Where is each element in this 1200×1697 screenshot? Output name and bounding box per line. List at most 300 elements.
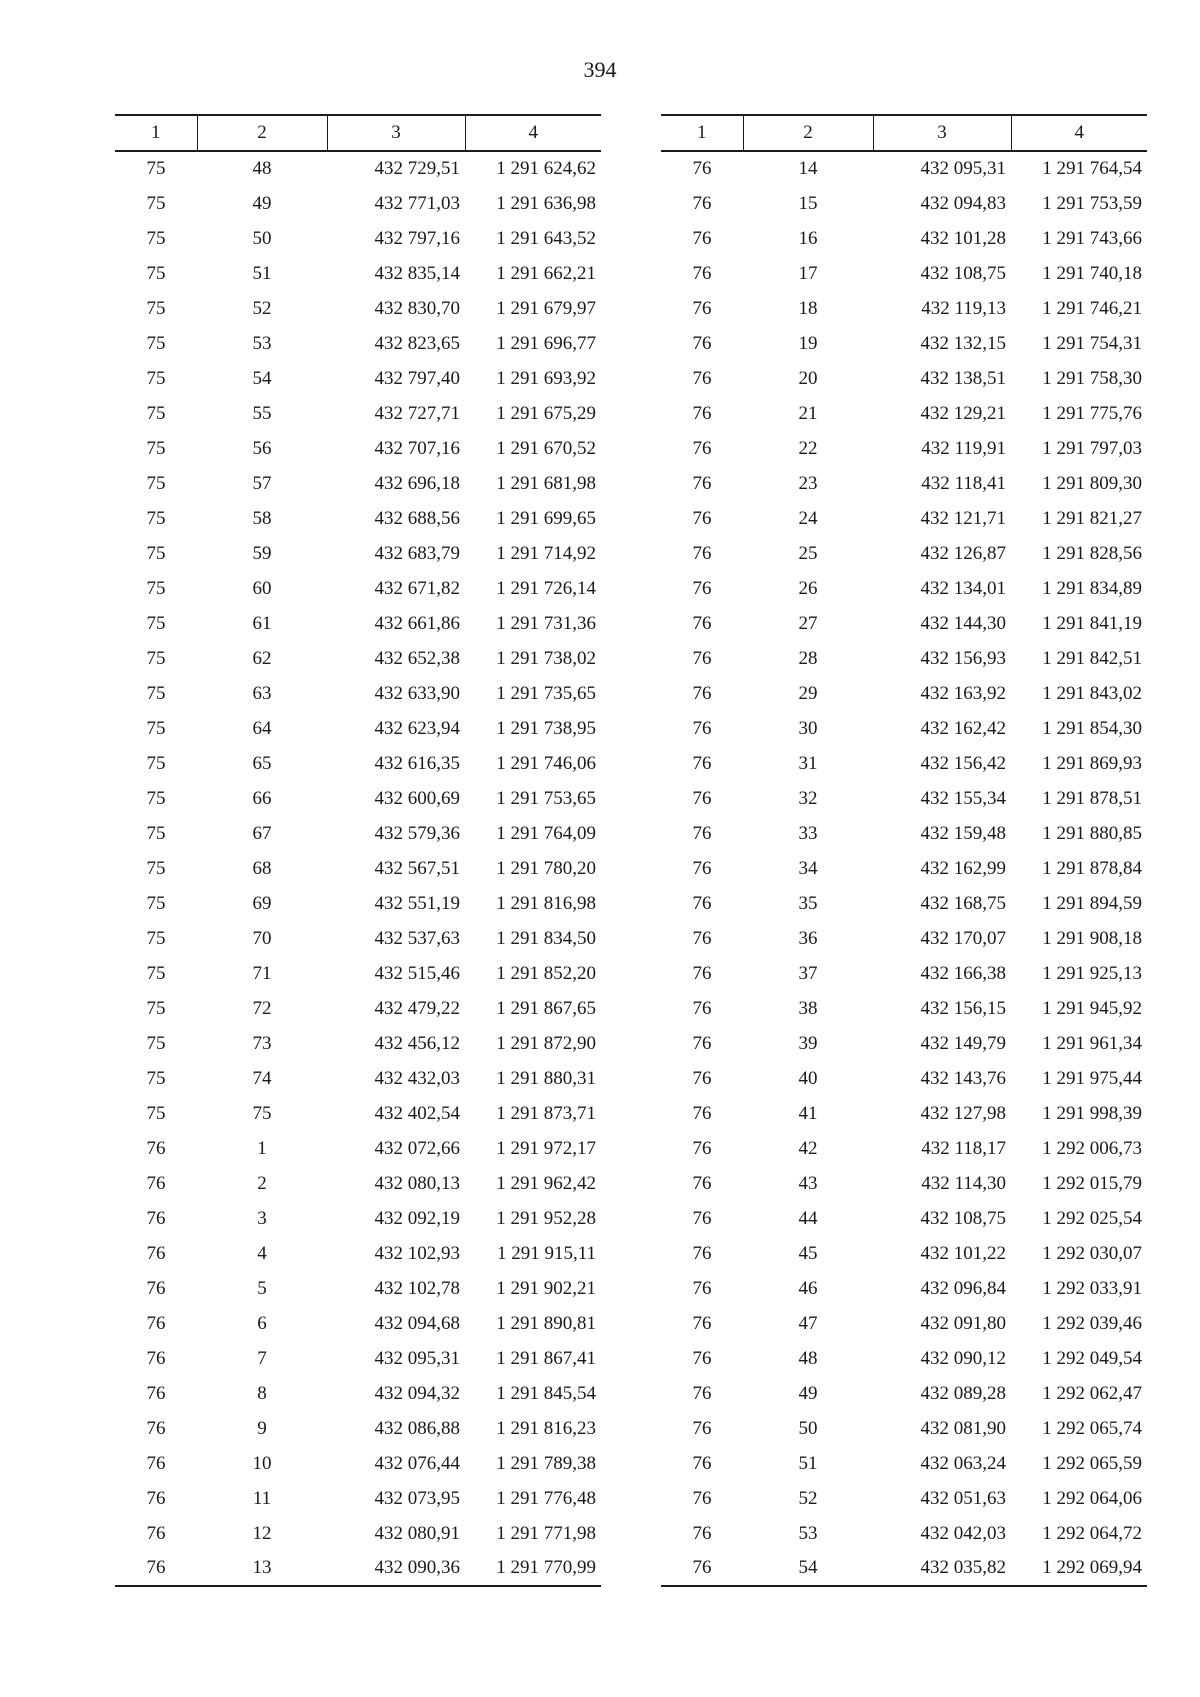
y-coordinate-cell: 1 291 962,42 — [496, 1172, 596, 1194]
header-col-1: 1 — [151, 122, 161, 143]
y-coordinate-cell: 1 292 064,72 — [1042, 1522, 1142, 1544]
point-number-cell: 53 — [798, 1522, 818, 1544]
object-number-cell: 76 — [692, 647, 712, 669]
x-coordinate-cell: 432 830,70 — [374, 297, 460, 319]
object-number-cell: 76 — [692, 472, 712, 494]
table-row — [115, 501, 601, 536]
y-coordinate-cell: 1 291 679,97 — [496, 297, 596, 319]
y-coordinate-cell: 1 292 006,73 — [1042, 1137, 1142, 1159]
y-coordinate-cell: 1 291 908,18 — [1042, 927, 1142, 949]
x-coordinate-cell: 432 652,38 — [374, 647, 460, 669]
y-coordinate-cell: 1 291 670,52 — [496, 437, 596, 459]
x-coordinate-cell: 432 149,79 — [920, 1032, 1006, 1054]
x-coordinate-cell: 432 095,31 — [374, 1347, 460, 1369]
object-number-cell: 75 — [146, 297, 166, 319]
y-coordinate-cell: 1 291 845,54 — [496, 1382, 596, 1404]
y-coordinate-cell: 1 291 894,59 — [1042, 892, 1142, 914]
table-row — [661, 886, 1147, 921]
page-number: 394 — [583, 57, 617, 82]
point-number-cell: 66 — [252, 787, 272, 809]
y-coordinate-cell: 1 291 945,92 — [1042, 997, 1142, 1019]
table-row — [661, 1481, 1147, 1516]
point-number-cell: 38 — [798, 997, 818, 1019]
table-row — [661, 1306, 1147, 1341]
table-row — [115, 746, 601, 781]
table-row — [661, 396, 1147, 431]
point-number-cell: 51 — [798, 1452, 818, 1474]
y-coordinate-cell: 1 291 764,54 — [1042, 158, 1142, 179]
object-number-cell: 76 — [146, 1277, 166, 1299]
object-number-cell: 76 — [146, 1312, 166, 1334]
table-row — [115, 1376, 601, 1411]
x-coordinate-cell: 432 108,75 — [920, 262, 1006, 284]
x-coordinate-cell: 432 162,42 — [920, 717, 1006, 739]
y-coordinate-cell: 1 291 816,98 — [496, 892, 596, 914]
point-number-cell: 24 — [798, 507, 818, 529]
header-col-3: 3 — [873, 115, 1011, 151]
object-number-cell: 76 — [692, 822, 712, 844]
point-number-cell: 10 — [252, 1452, 272, 1474]
point-number-cell: 75 — [252, 1102, 272, 1124]
table-row — [661, 1341, 1147, 1376]
table-row — [661, 1236, 1147, 1271]
point-number-cell: 47 — [798, 1312, 818, 1334]
x-coordinate-cell: 432 162,99 — [920, 857, 1006, 879]
x-coordinate-cell: 432 102,78 — [374, 1277, 460, 1299]
object-number-cell: 76 — [692, 227, 712, 249]
object-number-cell: 76 — [692, 542, 712, 564]
object-number-cell: 76 — [692, 192, 712, 214]
y-coordinate-cell: 1 291 842,51 — [1042, 647, 1142, 669]
object-number-cell: 75 — [146, 997, 166, 1019]
x-coordinate-cell: 432 797,16 — [374, 227, 460, 249]
table-row — [661, 1271, 1147, 1306]
x-coordinate-cell: 432 094,32 — [374, 1382, 460, 1404]
table-row — [661, 1131, 1147, 1166]
y-coordinate-cell: 1 291 925,13 — [1042, 962, 1142, 984]
point-number-cell: 12 — [252, 1522, 272, 1544]
table-row — [661, 641, 1147, 676]
table-row — [115, 1341, 601, 1376]
table-row — [115, 1411, 601, 1446]
object-number-cell: 76 — [146, 1172, 166, 1194]
object-number-cell: 76 — [692, 332, 712, 354]
table-row — [115, 711, 601, 746]
point-number-cell: 32 — [798, 787, 818, 809]
y-coordinate-cell: 1 291 878,84 — [1042, 857, 1142, 879]
table-row — [115, 291, 601, 326]
x-coordinate-cell: 432 835,14 — [374, 262, 460, 284]
object-number-cell: 76 — [692, 158, 712, 179]
y-coordinate-cell: 1 291 764,09 — [496, 822, 596, 844]
table-header-row — [115, 115, 601, 151]
x-coordinate-cell: 432 771,03 — [374, 192, 460, 214]
object-number-cell: 76 — [692, 437, 712, 459]
point-number-cell: 63 — [252, 682, 272, 704]
x-coordinate-cell: 432 707,16 — [374, 437, 460, 459]
point-number-cell: 39 — [798, 1032, 818, 1054]
x-coordinate-cell: 432 118,41 — [921, 472, 1006, 494]
y-coordinate-cell: 1 291 843,02 — [1042, 682, 1142, 704]
y-coordinate-cell: 1 291 636,98 — [496, 192, 596, 214]
x-coordinate-cell: 432 166,38 — [920, 962, 1006, 984]
point-number-cell: 28 — [798, 647, 818, 669]
point-number-cell: 11 — [252, 1487, 272, 1509]
x-coordinate-cell: 432 623,94 — [374, 717, 460, 739]
x-coordinate-cell: 432 579,36 — [374, 822, 460, 844]
y-coordinate-cell: 1 291 834,89 — [1042, 577, 1142, 599]
x-coordinate-cell: 432 094,68 — [374, 1312, 460, 1334]
table-row — [661, 1446, 1147, 1481]
x-coordinate-cell: 432 671,82 — [374, 577, 460, 599]
table-row — [115, 606, 601, 641]
object-number-cell: 76 — [692, 507, 712, 529]
point-number-cell: 54 — [743, 1551, 873, 1586]
object-number-cell: 76 — [692, 892, 712, 914]
object-number-cell: 76 — [146, 1522, 166, 1544]
table-row — [661, 1551, 1147, 1586]
table-row — [661, 186, 1147, 221]
x-coordinate-cell: 432 159,48 — [920, 822, 1006, 844]
point-number-cell: 49 — [798, 1382, 818, 1404]
table-header-row — [661, 115, 1147, 151]
point-number-cell: 59 — [252, 542, 272, 564]
object-number-cell: 75 — [146, 262, 166, 284]
point-number-cell: 4 — [257, 1242, 267, 1264]
y-coordinate-cell: 1 291 738,02 — [496, 647, 596, 669]
object-number-cell: 76 — [692, 262, 712, 284]
header-col-2: 2 — [197, 115, 327, 151]
object-number-cell: 76 — [692, 612, 712, 634]
y-coordinate-cell: 1 291 797,03 — [1042, 437, 1142, 459]
table-body-left — [115, 151, 601, 1586]
table-row — [661, 431, 1147, 466]
x-coordinate-cell: 432 076,44 — [374, 1452, 460, 1474]
object-number-cell: 75 — [146, 927, 166, 949]
x-coordinate-cell: 432 108,75 — [920, 1207, 1006, 1229]
y-coordinate-cell: 1 291 828,56 — [1042, 542, 1142, 564]
y-coordinate-cell: 1 292 049,54 — [1042, 1347, 1142, 1369]
point-number-cell: 6 — [257, 1312, 267, 1334]
y-coordinate-cell: 1 291 902,21 — [496, 1277, 596, 1299]
object-number-cell: 75 — [146, 332, 166, 354]
object-number-cell: 76 — [692, 297, 712, 319]
y-coordinate-cell: 1 291 681,98 — [496, 472, 596, 494]
y-coordinate-cell: 1 291 867,41 — [496, 1347, 596, 1369]
point-number-cell: 16 — [798, 227, 818, 249]
point-number-cell: 5 — [257, 1277, 267, 1299]
table-row — [115, 1026, 601, 1061]
object-number-cell: 76 — [692, 717, 712, 739]
table-row — [661, 956, 1147, 991]
y-coordinate-cell: 1 291 743,66 — [1042, 227, 1142, 249]
y-coordinate-cell: 1 291 789,38 — [496, 1452, 596, 1474]
object-number-cell: 76 — [146, 1452, 166, 1474]
object-number-cell: 76 — [692, 1487, 712, 1509]
y-coordinate-cell: 1 292 069,94 — [1011, 1551, 1147, 1586]
point-number-cell: 53 — [252, 332, 272, 354]
table-row — [661, 676, 1147, 711]
y-coordinate-cell: 1 291 878,51 — [1042, 787, 1142, 809]
y-coordinate-cell: 1 291 714,92 — [496, 542, 596, 564]
point-number-cell: 8 — [257, 1382, 267, 1404]
object-number-cell: 75 — [146, 227, 166, 249]
object-number-cell: 76 — [146, 1207, 166, 1229]
point-number-cell: 51 — [252, 262, 272, 284]
x-coordinate-cell: 432 073,95 — [374, 1487, 460, 1509]
object-number-cell: 76 — [692, 1172, 712, 1194]
x-coordinate-cell: 432 600,69 — [374, 787, 460, 809]
header-col-4: 4 — [465, 115, 601, 151]
x-coordinate-cell: 432 479,22 — [374, 997, 460, 1019]
point-number-cell: 3 — [257, 1207, 267, 1229]
table-row — [115, 1306, 601, 1341]
table-row — [661, 501, 1147, 536]
object-number-cell: 76 — [692, 1067, 712, 1089]
y-coordinate-cell: 1 291 731,36 — [496, 612, 596, 634]
y-coordinate-cell: 1 291 776,48 — [496, 1487, 596, 1509]
table-row — [661, 361, 1147, 396]
table-row — [115, 1131, 601, 1166]
x-coordinate-cell: 432 101,22 — [920, 1242, 1006, 1264]
object-number-cell: 76 — [692, 752, 712, 774]
x-coordinate-cell: 432 072,66 — [374, 1137, 460, 1159]
x-coordinate-cell: 432 696,18 — [374, 472, 460, 494]
x-coordinate-cell: 432 090,12 — [920, 1347, 1006, 1369]
object-number-cell: 76 — [692, 927, 712, 949]
y-coordinate-cell: 1 291 867,65 — [496, 997, 596, 1019]
x-coordinate-cell: 432 155,34 — [920, 787, 1006, 809]
x-coordinate-cell: 432 094,83 — [920, 192, 1006, 214]
point-number-cell: 52 — [798, 1487, 818, 1509]
table-row — [115, 1446, 601, 1481]
y-coordinate-cell: 1 291 816,23 — [496, 1417, 596, 1439]
x-coordinate-cell: 432 095,31 — [920, 158, 1006, 179]
point-number-cell: 40 — [798, 1067, 818, 1089]
x-coordinate-cell: 432 616,35 — [374, 752, 460, 774]
x-coordinate-cell: 432 729,51 — [374, 158, 460, 179]
object-number-cell: 75 — [146, 402, 166, 424]
table-row — [115, 1516, 601, 1551]
table-row — [661, 746, 1147, 781]
point-number-cell: 61 — [252, 612, 272, 634]
table-row — [661, 781, 1147, 816]
table-row — [661, 256, 1147, 291]
x-coordinate-cell: 432 114,30 — [921, 1172, 1006, 1194]
table-row — [661, 466, 1147, 501]
table-row — [115, 1096, 601, 1131]
table-row — [661, 1411, 1147, 1446]
table-row — [661, 1166, 1147, 1201]
table-row — [661, 326, 1147, 361]
y-coordinate-cell: 1 292 025,54 — [1042, 1207, 1142, 1229]
object-number-cell: 76 — [692, 962, 712, 984]
object-number-cell: 76 — [692, 1417, 712, 1439]
object-number-cell: 75 — [146, 822, 166, 844]
point-number-cell: 71 — [252, 962, 272, 984]
y-coordinate-cell: 1 291 726,14 — [496, 577, 596, 599]
table-row — [661, 221, 1147, 256]
y-coordinate-cell: 1 291 754,31 — [1042, 332, 1142, 354]
object-number-cell: 76 — [692, 787, 712, 809]
y-coordinate-cell: 1 291 770,99 — [465, 1551, 601, 1586]
y-coordinate-cell: 1 291 852,20 — [496, 962, 596, 984]
object-number-cell: 76 — [692, 402, 712, 424]
x-coordinate-cell: 432 126,87 — [920, 542, 1006, 564]
y-coordinate-cell: 1 291 809,30 — [1042, 472, 1142, 494]
object-number-cell: 75 — [146, 577, 166, 599]
point-number-cell: 45 — [798, 1242, 818, 1264]
y-coordinate-cell: 1 292 030,07 — [1042, 1242, 1142, 1264]
x-coordinate-cell: 432 134,01 — [920, 577, 1006, 599]
x-coordinate-cell: 432 086,88 — [374, 1417, 460, 1439]
table-row — [661, 606, 1147, 641]
y-coordinate-cell: 1 292 065,59 — [1042, 1452, 1142, 1474]
point-number-cell: 62 — [252, 647, 272, 669]
y-coordinate-cell: 1 291 821,27 — [1042, 507, 1142, 529]
point-number-cell: 30 — [798, 717, 818, 739]
point-number-cell: 42 — [798, 1137, 818, 1159]
table-row — [661, 921, 1147, 956]
object-number-cell: 75 — [146, 717, 166, 739]
x-coordinate-cell: 432 797,40 — [374, 367, 460, 389]
y-coordinate-cell: 1 291 780,20 — [496, 857, 596, 879]
x-coordinate-cell: 432 515,46 — [374, 962, 460, 984]
object-number-cell: 76 — [692, 682, 712, 704]
table-row — [115, 431, 601, 466]
point-number-cell: 31 — [798, 752, 818, 774]
table-row — [661, 151, 1147, 186]
point-number-cell: 20 — [798, 367, 818, 389]
y-coordinate-cell: 1 291 975,44 — [1042, 1067, 1142, 1089]
object-number-cell: 75 — [146, 787, 166, 809]
point-number-cell: 21 — [798, 402, 818, 424]
table-row — [115, 326, 601, 361]
point-number-cell: 58 — [252, 507, 272, 529]
x-coordinate-cell: 432 080,91 — [374, 1522, 460, 1544]
x-coordinate-cell: 432 129,21 — [920, 402, 1006, 424]
x-coordinate-cell: 432 156,15 — [920, 997, 1006, 1019]
point-number-cell: 2 — [257, 1172, 267, 1194]
point-number-cell: 48 — [798, 1347, 818, 1369]
object-number-cell: 75 — [146, 1067, 166, 1089]
point-number-cell: 7 — [257, 1347, 267, 1369]
object-number-cell: 76 — [692, 367, 712, 389]
object-number-cell: 75 — [146, 962, 166, 984]
table-row — [115, 1166, 601, 1201]
point-number-cell: 57 — [252, 472, 272, 494]
table-row — [115, 256, 601, 291]
table-row — [661, 571, 1147, 606]
y-coordinate-cell: 1 291 880,31 — [496, 1067, 596, 1089]
object-number-cell: 76 — [661, 1551, 743, 1586]
object-number-cell: 76 — [146, 1137, 166, 1159]
point-number-cell: 46 — [798, 1277, 818, 1299]
point-number-cell: 65 — [252, 752, 272, 774]
x-coordinate-cell: 432 102,93 — [374, 1242, 460, 1264]
object-number-cell: 75 — [146, 857, 166, 879]
point-number-cell: 1 — [257, 1137, 267, 1159]
point-number-cell: 36 — [798, 927, 818, 949]
object-number-cell: 76 — [692, 1102, 712, 1124]
y-coordinate-cell: 1 291 880,85 — [1042, 822, 1142, 844]
object-number-cell: 76 — [146, 1417, 166, 1439]
x-coordinate-cell: 432 118,17 — [921, 1137, 1006, 1159]
y-coordinate-cell: 1 291 735,65 — [496, 682, 596, 704]
y-coordinate-cell: 1 292 039,46 — [1042, 1312, 1142, 1334]
y-coordinate-cell: 1 291 740,18 — [1042, 262, 1142, 284]
x-coordinate-cell: 432 551,19 — [374, 892, 460, 914]
table-row — [115, 221, 601, 256]
object-number-cell: 76 — [692, 1382, 712, 1404]
table-row — [115, 396, 601, 431]
x-coordinate-cell: 432 688,56 — [374, 507, 460, 529]
object-number-cell: 76 — [692, 1522, 712, 1544]
point-number-cell: 22 — [798, 437, 818, 459]
table-row — [661, 851, 1147, 886]
y-coordinate-cell: 1 291 972,17 — [496, 1137, 596, 1159]
table-row — [115, 466, 601, 501]
coordinates-table-right — [661, 114, 1147, 1587]
point-number-cell: 50 — [798, 1417, 818, 1439]
table-row — [115, 781, 601, 816]
table-row — [115, 956, 601, 991]
point-number-cell: 15 — [798, 192, 818, 214]
x-coordinate-cell: 432 683,79 — [374, 542, 460, 564]
point-number-cell: 73 — [252, 1032, 272, 1054]
object-number-cell: 76 — [692, 1032, 712, 1054]
table-row — [115, 851, 601, 886]
object-number-cell: 76 — [146, 1382, 166, 1404]
x-coordinate-cell: 432 063,24 — [920, 1452, 1006, 1474]
point-number-cell: 44 — [798, 1207, 818, 1229]
table-row — [115, 151, 601, 186]
table-row — [115, 676, 601, 711]
y-coordinate-cell: 1 292 062,47 — [1042, 1382, 1142, 1404]
x-coordinate-cell: 432 402,54 — [374, 1102, 460, 1124]
table-body-right — [661, 151, 1147, 1586]
y-coordinate-cell: 1 291 753,65 — [496, 787, 596, 809]
point-number-cell: 25 — [798, 542, 818, 564]
table-row — [115, 1551, 601, 1586]
y-coordinate-cell: 1 291 738,95 — [496, 717, 596, 739]
x-coordinate-cell: 432 101,28 — [920, 227, 1006, 249]
x-coordinate-cell: 432 163,92 — [920, 682, 1006, 704]
table-row — [115, 361, 601, 396]
y-coordinate-cell: 1 291 643,52 — [496, 227, 596, 249]
point-number-cell: 67 — [252, 822, 272, 844]
object-number-cell: 75 — [146, 752, 166, 774]
point-number-cell: 41 — [798, 1102, 818, 1124]
x-coordinate-cell: 432 727,71 — [374, 402, 460, 424]
table-row — [661, 1516, 1147, 1551]
point-number-cell: 64 — [252, 717, 272, 739]
y-coordinate-cell: 1 291 873,71 — [496, 1102, 596, 1124]
table-row — [115, 886, 601, 921]
object-number-cell: 75 — [146, 192, 166, 214]
object-number-cell: 75 — [146, 1102, 166, 1124]
y-coordinate-cell: 1 291 746,21 — [1042, 297, 1142, 319]
y-coordinate-cell: 1 292 064,06 — [1042, 1487, 1142, 1509]
point-number-cell: 70 — [252, 927, 272, 949]
object-number-cell: 76 — [692, 1242, 712, 1264]
table-row — [115, 571, 601, 606]
y-coordinate-cell: 1 291 869,93 — [1042, 752, 1142, 774]
object-number-cell: 76 — [692, 1452, 712, 1474]
y-coordinate-cell: 1 291 841,19 — [1042, 612, 1142, 634]
table-row — [661, 711, 1147, 746]
x-coordinate-cell: 432 633,90 — [374, 682, 460, 704]
